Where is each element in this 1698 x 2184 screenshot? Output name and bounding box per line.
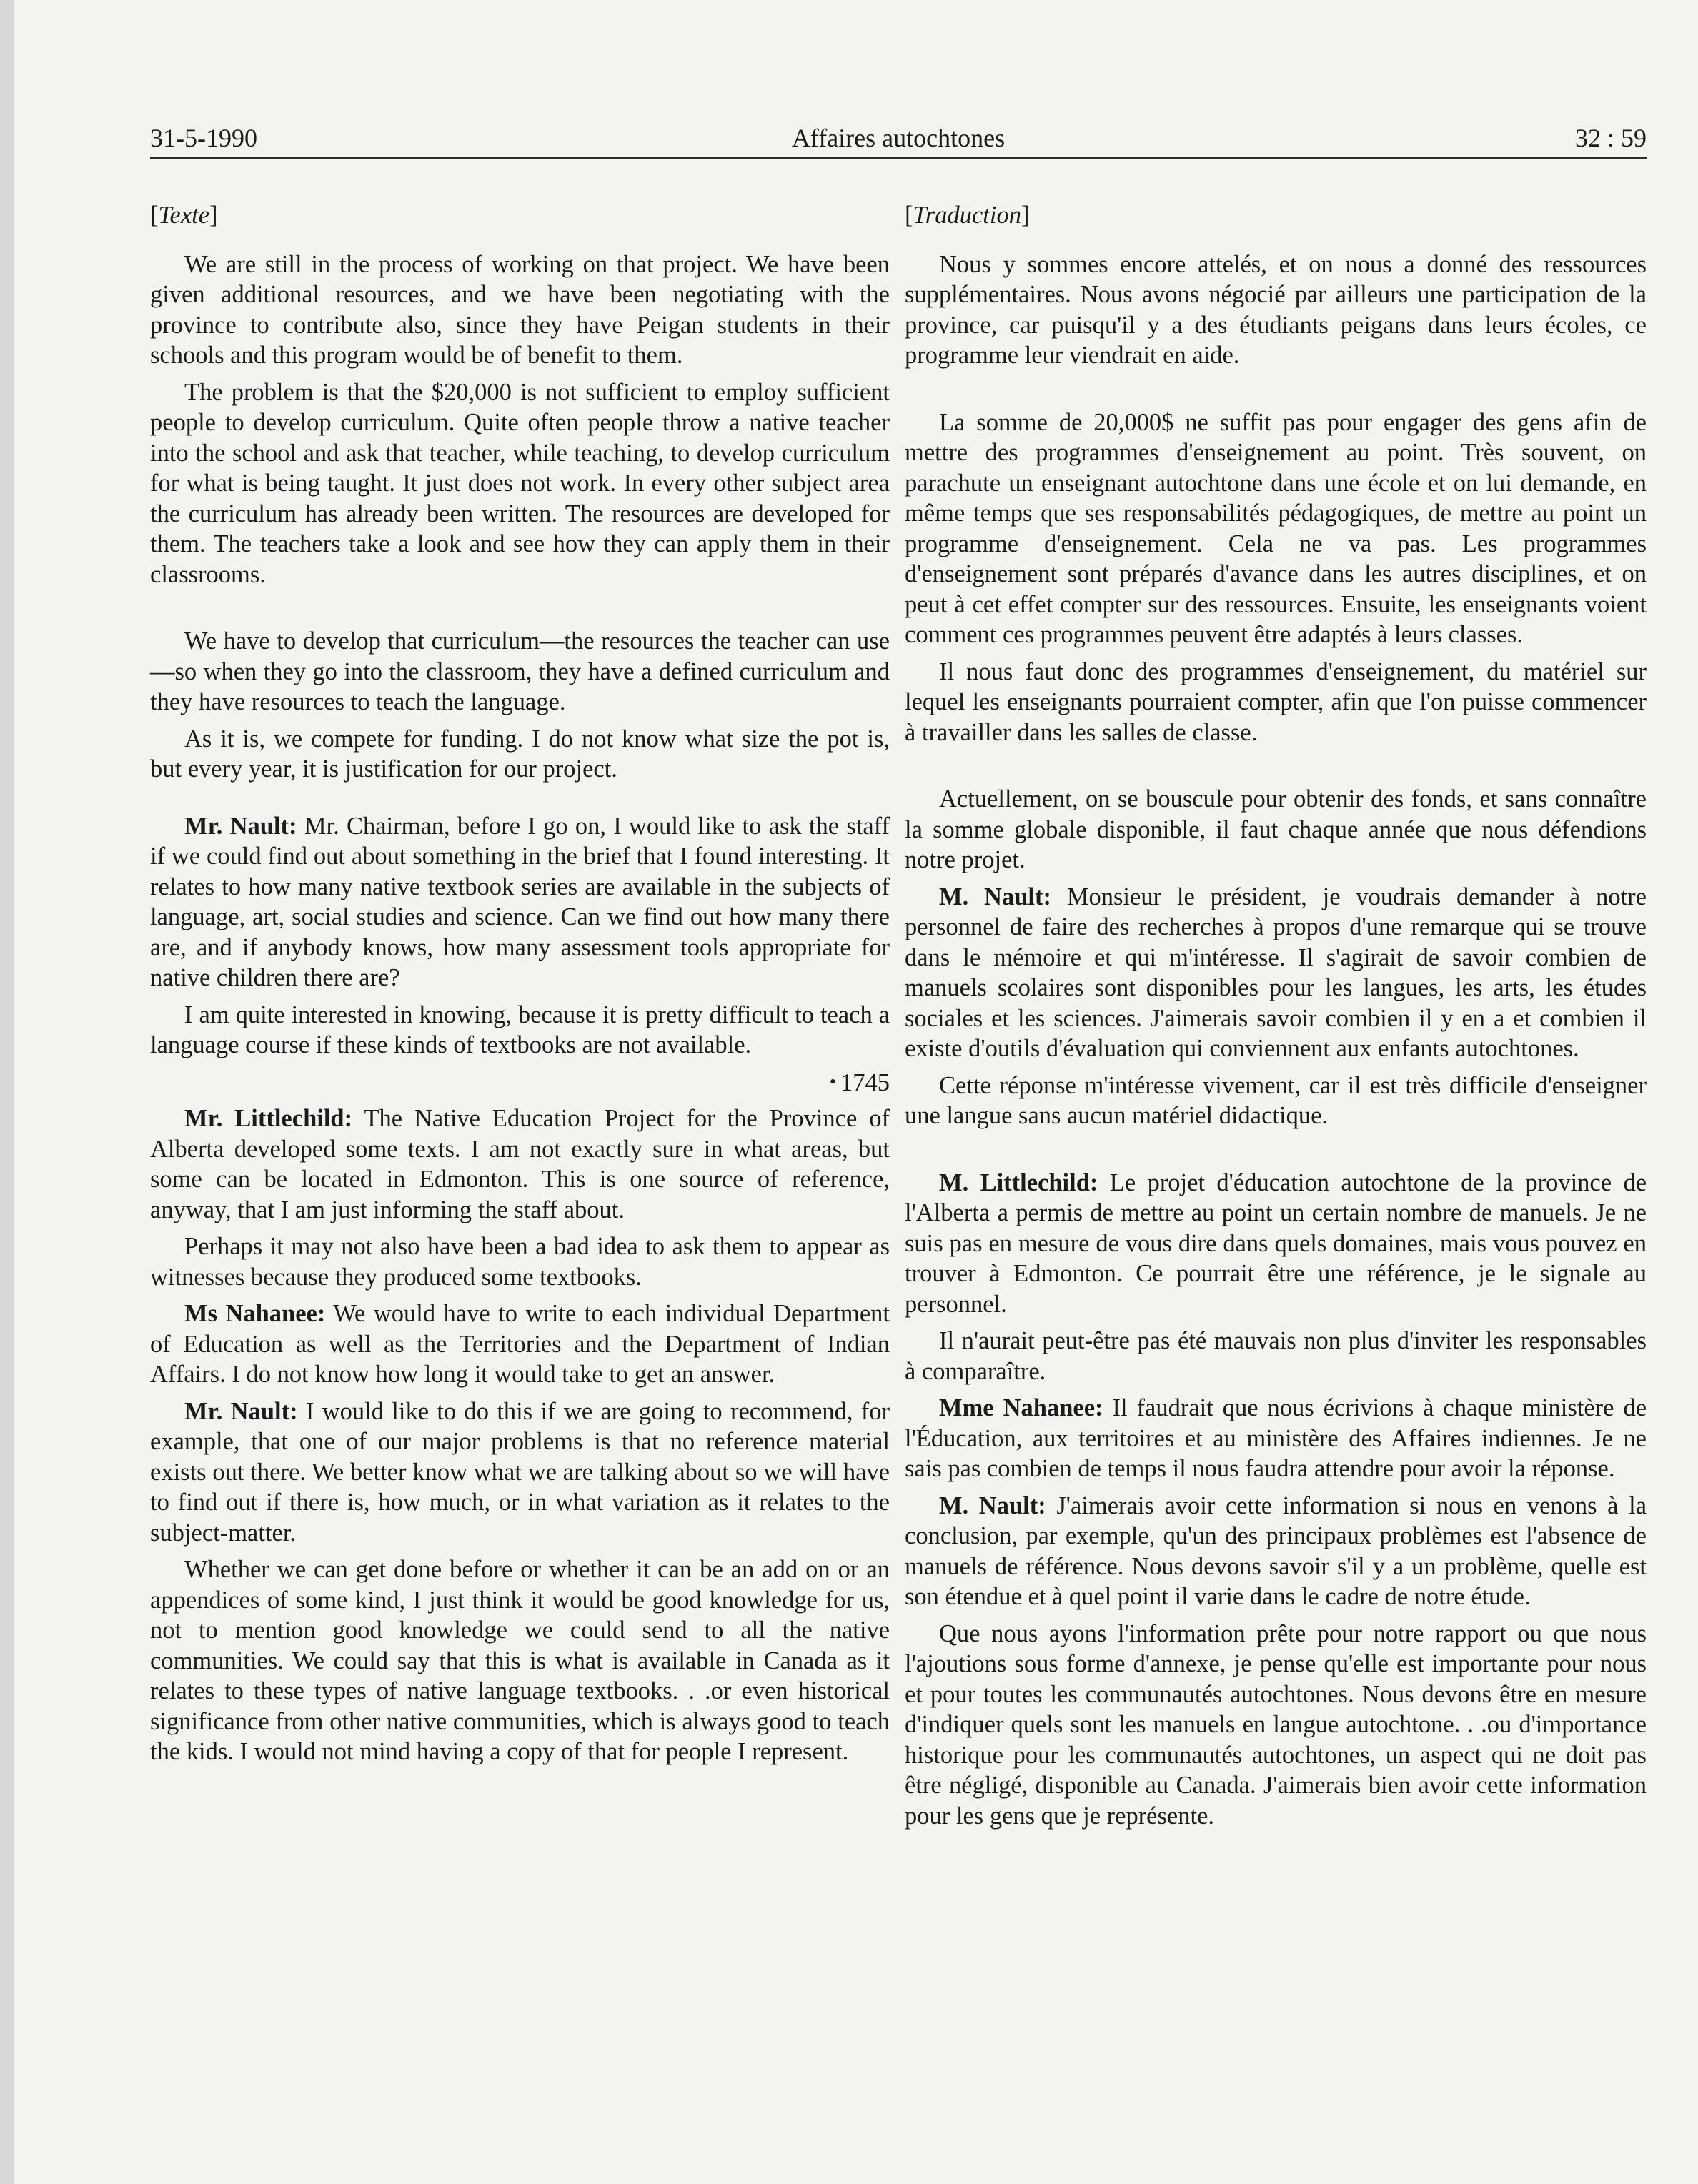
paragraph: Perhaps it may not also have been a bad idea to ask them to appear as witnesses because they produced some textbooks. (150, 1233, 890, 1291)
section-label-texte: [Texte] (150, 202, 218, 229)
paragraph: As it is, we compete for funding. I do not know what size the pot is, but every year, it is justification for our project. (150, 725, 890, 783)
header-title: Affaires autochtones (791, 124, 1006, 152)
header-page-number: 32 : 59 (1574, 124, 1647, 152)
speaker-paragraph: M. Nault: Monsieur le président, je voudrais demander à notre personnel de faire des recherches à propos d'une remarque qui se trouve dans le mémoire et qui m'intéresse. Il s'agirait de savoir combien de manuels scolaires sont disponibles pour les langues, les arts, les études sociales et les sciences. J'aimerais savoir combien il y en a et combien il existe d'outils d'évaluation qui conviennent aux enfants autochtones. (905, 883, 1647, 1062)
speaker-name: Mme Nahanee: (939, 1394, 1103, 1421)
speaker-paragraph: Mr. Nault: I would like to do this if we are going to recommend, for example, that one of our major problems is that no reference material exists out there. We better know what we are talking about so we will have to find out if there is, how much, or in what variation as it relates to the subject-matter. (150, 1397, 890, 1547)
section-label-traduction: [Traduction] (905, 202, 1030, 229)
document-page (14, 0, 1698, 2184)
paragraph: Nous y sommes encore attelés, et on nous a donné des ressources supplémentaires. Nous avons négocié par ailleurs une participation de la province, car puisqu'il y a des étudiants peigans dans leurs écoles, ce programme leur viendrait en aide. (905, 250, 1647, 369)
page-header (150, 118, 1647, 161)
paragraph: I am quite interested in knowing, because it is pretty difficult to teach a language course if these kinds of textbooks are not available. (150, 1001, 890, 1058)
paragraph: Que nous ayons l'information prête pour notre rapport ou que nous l'ajoutions sous forme d'annexe, je pense qu'elle est importante pour nous et pour toutes les communautés autochtones. Nous devons être en mesure d'indiquer quels sont les manuels en langue autochtone. . .ou d'importance historique pour les communautés autochtones, un aspect qui ne doit pas être négligé, disponible au Canada. J'aimerais bien avoir cette information pour les gens que je représente. (905, 1619, 1647, 1830)
paragraph: We have to develop that curriculum—the resources the teacher can use—so when they go into the classroom, they have a defined curriculum and they have resources to teach the language. (150, 627, 890, 715)
paragraph: La somme de 20,000$ ne suffit pas pour engager des gens afin de mettre des programmes d'enseignement au point. Très souvent, on parachute un enseignant autochtone dans une école et on lui demande, en même temps que ses responsabilités pédagogiques, de mettre au point un programme d'enseignement. Cela ne va pas. Les programmes d'enseignement sont préparés d'avance dans les autres disciplines, et on peut à cet effet compter sur des ressources. Ensuite, les enseignants voient comment ces programmes peuvent être adaptés à leurs classes. (905, 408, 1647, 648)
speaker-paragraph: M. Littlechild: Le projet d'éducation autochtone de la province de l'Alberta a permis de mettre au point un certain nombre de manuels. Je ne suis pas en mesure de vous dire dans quels domaines, mais vous pouvez en trouver à Edmonton. Ce pourrait être une référence, je le signale au personnel. (905, 1168, 1647, 1318)
timestamp: • 1745 (829, 1068, 890, 1096)
speaker-name: M. Nault: (939, 883, 1051, 910)
speaker-paragraph: M. Nault: J'aimerais avoir cette information si nous en venons à la conclusion, par exemple, qu'un des principaux problèmes est l'absence de manuels de référence. Nous devons savoir s'il y a un problème, quelle est son étendue et à quel point il varie dans le cadre de notre étude. (905, 1491, 1647, 1610)
paragraph: The problem is that the $20,000 is not sufficient to employ sufficient people to develop curriculum. Quite often people throw a native teacher into the school and ask that teacher, while teaching, to develop curriculum for what is being taught. It just does not work. In every other subject area the curriculum has already been written. The resources are developed for them. The teachers take a look and see how they can apply them in their classrooms. (150, 378, 890, 588)
speaker-paragraph: Ms Nahanee: We would have to write to each individual Department of Education as well as the Territories and the Department of Indian Affairs. I do not know how long it would take to get an answer. (150, 1300, 890, 1388)
speaker-name: Ms Nahanee: (184, 1300, 326, 1327)
speaker-paragraph: Mme Nahanee: Il faudrait que nous écrivions à chaque ministère de l'Éducation, aux territoires et au ministère des Affaires indiennes. Je ne sais pas combien de temps il nous faudra attendre pour avoir la réponse. (905, 1394, 1647, 1482)
speaker-name: Mr. Nault: (184, 812, 297, 840)
paragraph: Il n'aurait peut-être pas été mauvais non plus d'inviter les responsables à comparaître. (905, 1327, 1647, 1385)
speaker-paragraph: Mr. Littlechild: The Native Education Project for the Province of Alberta developed some texts. I am not exactly sure in what areas, but some can be located in Edmonton. This is one source of reference, anyway, that I am just informing the staff about. (150, 1105, 890, 1223)
bullet-icon: • (829, 1071, 836, 1092)
speaker-name: M. Nault: (939, 1491, 1046, 1519)
speaker-name: Mr. Littlechild: (184, 1105, 353, 1132)
speaker-name: Mr. Nault: (184, 1397, 298, 1425)
speaker-paragraph: Mr. Nault: Mr. Chairman, before I go on, I would like to ask the staff if we could find out about something in the brief that I found interesting. It relates to how many native textbook series are available in the subjects of language, art, social studies and science. Can we find out how many there are, and if anybody knows, how many assessment tools appropriate for native children there are? (150, 812, 890, 991)
french-column (905, 200, 1647, 1837)
paragraph: Il nous faut donc des programmes d'enseignement, du matériel sur lequel les enseignants pourraient compter, afin que l'on puisse commencer à travailler dans les salles de classe. (905, 657, 1647, 746)
paragraph: Actuellement, on se bouscule pour obtenir des fonds, et sans connaître la somme globale disponible, il faut chaque année que nous défendions notre projet. (905, 785, 1647, 873)
paragraph: Cette réponse m'intéresse vivement, car il est très difficile d'enseigner une langue sans aucun matériel didactique. (905, 1071, 1647, 1129)
header-date: 31-5-1990 (150, 124, 257, 152)
paragraph: Whether we can get done before or whether it can be an add on or an appendices of some kind, I just think it would be good knowledge for us, not to mention good knowledge we could send to all the native communities. We could say that this is what is available in Canada as it relates to these types of native language textbooks. . .or even historical significance from other native communities, which is always good to teach the kids. I would not mind having a copy of that for people I represent. (150, 1556, 890, 1765)
english-column (150, 200, 890, 1774)
paragraph: We are still in the process of working on that project. We have been given additional resources, and we have been negotiating with the province to contribute also, since they have Peigan students in their schools and this program would be of benefit to them. (150, 250, 890, 369)
speaker-name: M. Littlechild: (939, 1168, 1098, 1196)
header-rule (150, 157, 1647, 159)
